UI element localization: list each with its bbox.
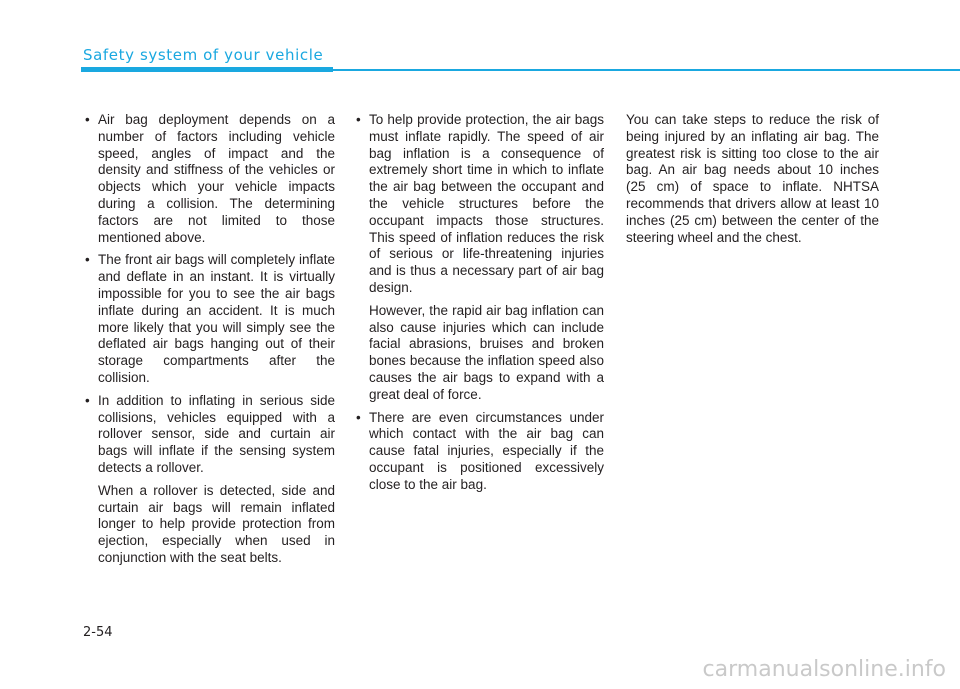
bullet-dot: • — [85, 392, 90, 408]
watermark: carmanualsonline.info — [702, 657, 946, 682]
header-rule — [333, 69, 960, 71]
bullet-dot: • — [356, 409, 361, 425]
bullet-text: To help provide protection, the air bags must inflate rapidly. The speed of air bag inflation is a consequence of extremely short time in which to inflate the air bag between the occupant and the vehicle structures before the occupant impacts those structures. This speed of inflation reduces the risk of serious or life-threatening injuries and is thus a necessary part of air bag design. — [369, 112, 604, 295]
bullet-dot: • — [356, 112, 361, 127]
bullet-text: There are even circumstances under which contact with the air bag can cause fatal injuries, especially if the occupant is positioned excessively close to the air bag. — [369, 409, 604, 492]
bullet-text: Air bag deployment depends on a number of factors including vehicle speed, angles of impact and the density and stiffness of the vehicles or objects which your vehicle impacts during a collision. The determining factors are not limited to those mentioned above. — [98, 112, 335, 245]
bullet-item — [83, 252, 335, 386]
bullet-text: In addition to inflating in serious side collisions, vehicles equipped with a rollover sensor, side and curtain air bags will inflate if the sensing system detects a rollover. — [98, 392, 335, 475]
sub-paragraph: When a rollover is detected, side and curtain air bags will remain inflated longer to help provide protection from ejection, especially when used in conjunction with the seat belts. — [98, 482, 335, 565]
bullet-item — [354, 410, 604, 494]
text-column-3 — [626, 112, 879, 246]
header-accent-bar — [81, 67, 333, 72]
bullet-dot: • — [85, 252, 90, 268]
section-header-title: Safety system of your vehicle — [83, 46, 324, 64]
bullet-item — [83, 393, 335, 477]
text-column-2 — [354, 112, 604, 500]
bullet-item — [354, 112, 604, 297]
sub-paragraph: However, the rapid air bag inflation can also cause injuries which can include facial abrasions, bruises and broken bones because the inflation speed also causes the air bags to expand with a great deal of force. — [369, 302, 604, 402]
page-number: 2-54 — [83, 625, 113, 640]
bullet-dot: • — [85, 112, 90, 127]
body-paragraph: You can take steps to reduce the risk of being injured by an inflating air bag. The greatest risk is sitting too close to the air bag. An air bag needs about 10 inches (25 cm) of space to inflate. NHTSA recommends that drivers allow at least 10 inches (25 cm) between the center of the steering wheel and the chest. — [626, 112, 879, 245]
bullet-text: The front air bags will completely inflate and deflate in an instant. It is virtually impossible for you to see the air bags inflate during an accident. It is much more likely that you will simply see the deflated air bags hanging out of their storage compartments after the collision. — [98, 252, 335, 385]
bullet-item — [83, 112, 335, 246]
text-column-1 — [83, 112, 335, 573]
